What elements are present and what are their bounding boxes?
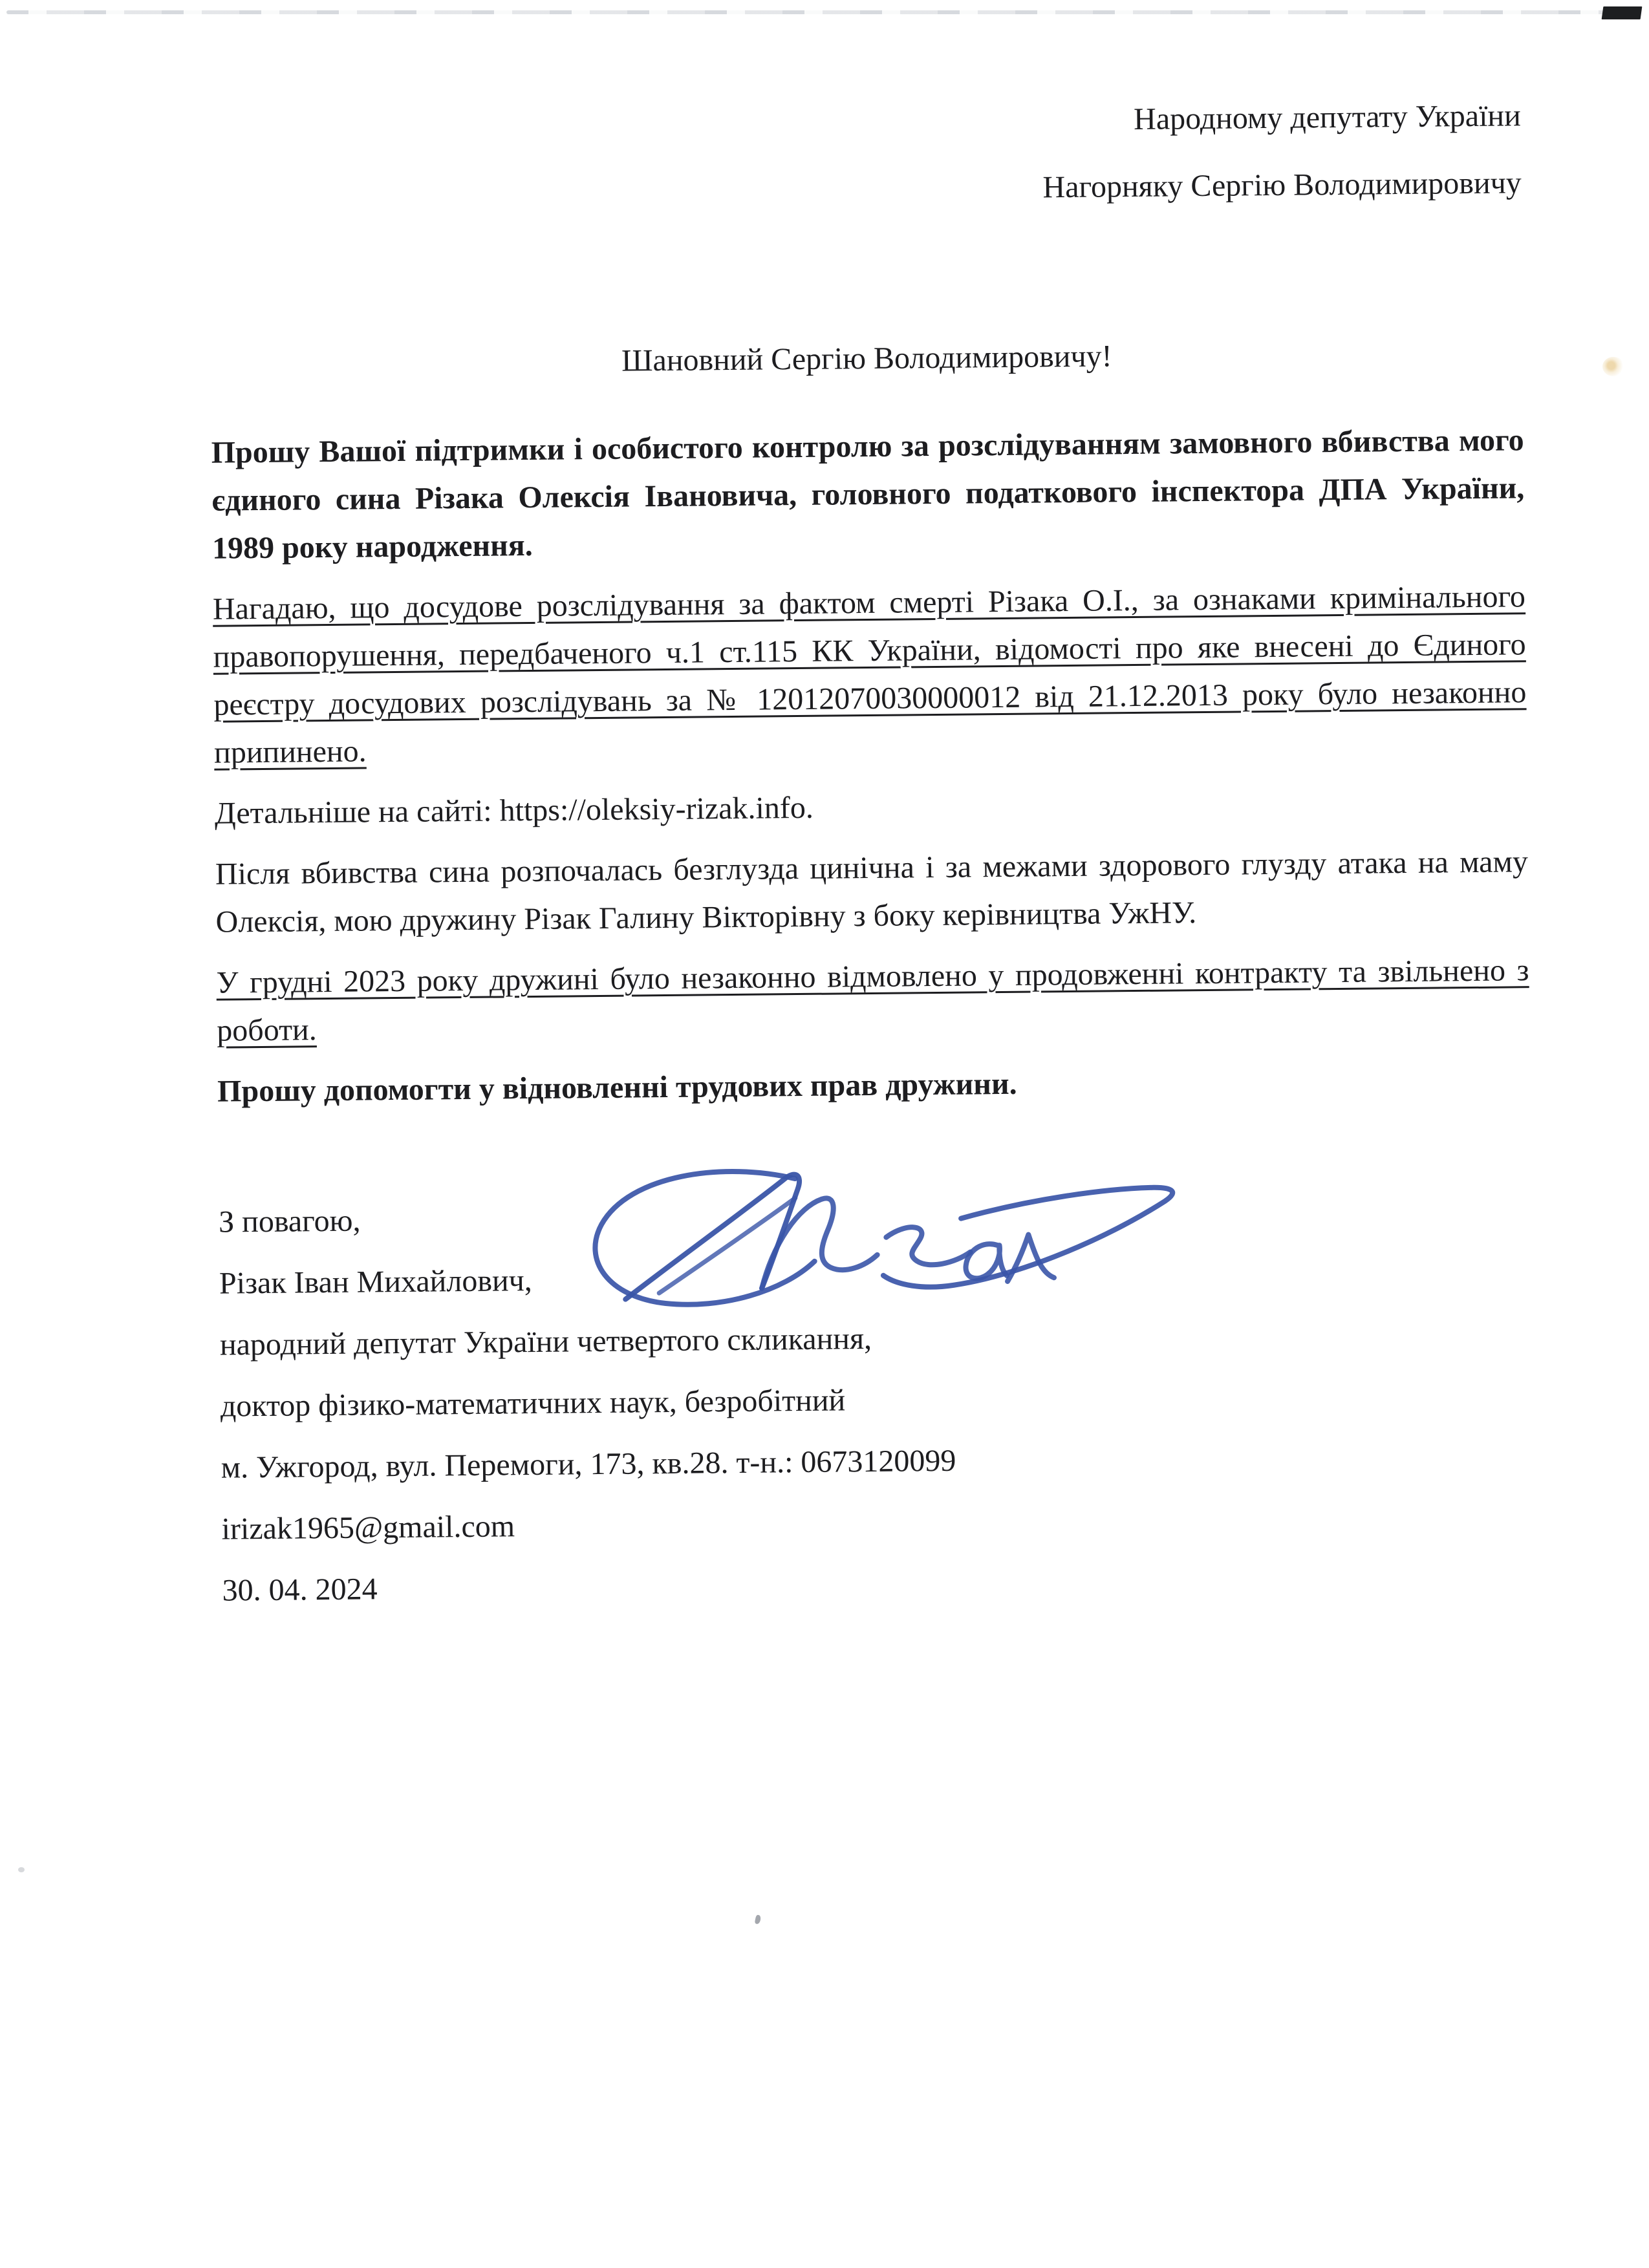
sender-email: irizak1965@gmail.com	[221, 1509, 515, 1546]
scan-corner-bar	[1602, 6, 1643, 19]
recipient-block	[208, 92, 1522, 219]
paragraph-contract-termination: У грудні 2023 року дружині було незаконно відмовлено у продовженні контракту та звільнено з роботи.	[216, 953, 1529, 1048]
scan-speck	[18, 1867, 25, 1872]
scan-speck	[755, 1914, 762, 1924]
paragraph-request-investigation: Прошу Вашої підтримки і особистого контролю за розслідуванням замовного вбивства мого єдиного сина Різака Олексія Івановича, головного податкового інспектора ДПА України, 1989 року народження.	[211, 423, 1525, 566]
paragraph-website: Детальніше на сайті: https://oleksiy-rizak.info.	[214, 790, 814, 831]
signature-block	[219, 1186, 1535, 1614]
salutation: Шановний Сергію Володимировичу!	[621, 339, 1112, 378]
sender-title-1: народний депутат України четвертого скликання,	[219, 1321, 872, 1362]
paragraph-case-details: Нагадаю, що досудове розслідування за фактом смерті Різака О.І., за ознаками кримінального правопорушення, передбаченого ч.1 ст.115 КК України, відомості про яке внесені до Єдиного реєстру досудових розслідувань за № 12012070030000012 від 21.12.2013 року було незаконно припинено.	[212, 579, 1527, 770]
scan-speck	[1602, 357, 1624, 376]
recipient-line-1: Народному депутату України	[1133, 98, 1522, 136]
sender-name: Різак Іван Михайлович,	[219, 1263, 533, 1301]
sender-title-2: доктор фізико-математичних наук, безробітний	[220, 1383, 846, 1424]
paragraph-wife-attack: Після вбивства сина розпочалась безглузда цинічна і за межами здорового глузду атака на маму Олексія, мою дружину Різак Галину Вікторівну з боку керівництва УжНУ.	[215, 844, 1529, 939]
recipient-line-2: Нагорняку Сергію Володимировичу	[1042, 166, 1522, 205]
paragraph-request-help: Прошу допомогти у відновленні трудових прав дружини.	[217, 1066, 1017, 1109]
letter-content	[207, 0, 1535, 1615]
sender-address: м. Ужгород, вул. Перемоги, 173, кв.28. т-н.: 0673120099	[221, 1443, 956, 1485]
letter-date: 30. 04. 2024	[222, 1572, 378, 1608]
closing: З повагою,	[218, 1203, 361, 1239]
